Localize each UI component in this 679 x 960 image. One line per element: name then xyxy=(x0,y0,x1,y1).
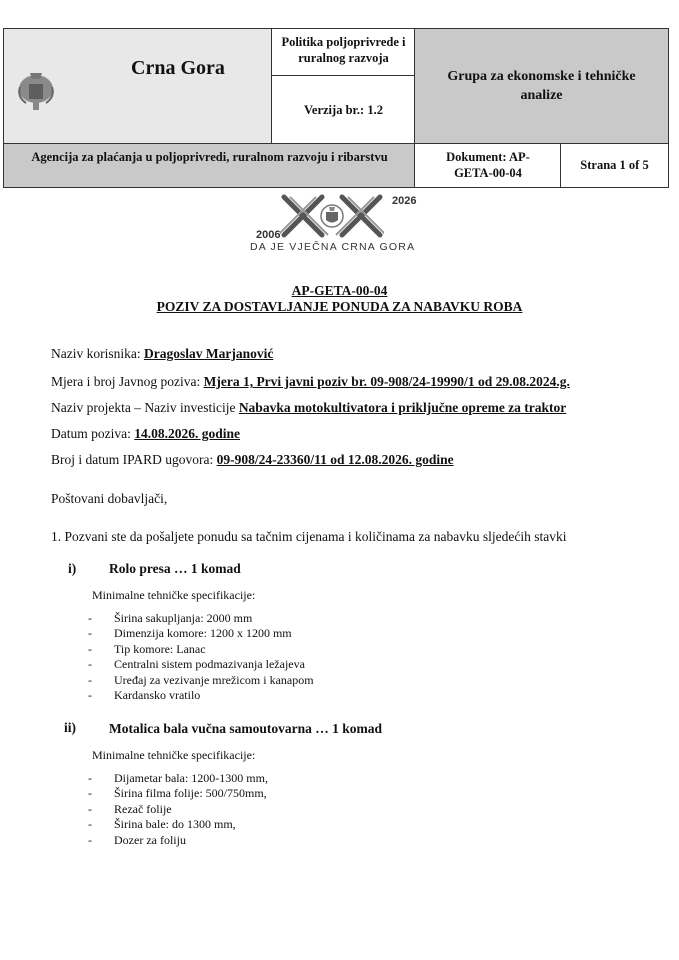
field-label: Naziv projekta – Naziv investicije xyxy=(51,400,239,415)
field-ipard-contract xyxy=(51,452,454,468)
spec-item: - Širina sakupljanja: 2000 mm xyxy=(88,611,314,626)
field-value: 14.08.2026. godine xyxy=(134,426,240,441)
spec-item: - Centralni sistem podmazivanja ležajeva xyxy=(88,657,314,672)
spec-item: - Dijametar bala: 1200-1300 mm, xyxy=(88,771,268,786)
header-country-cell xyxy=(3,28,273,145)
field-value: Nabavka motokultivatora i priključne opreme za traktor xyxy=(238,400,567,415)
logo-year-end: 2026 xyxy=(392,195,417,207)
specs-title: Minimalne tehničke specifikacije: xyxy=(92,588,256,602)
field-value: Mjera 1, Prvi javni poziv br. 09-908/24-19990/1 od 29.08.2024.g. xyxy=(203,374,570,389)
field-label: Mjera i broj Javnog poziva: xyxy=(51,374,204,389)
field-value: Dragoslav Marjanović xyxy=(143,346,274,361)
spec-item: - Kardansko vratilo xyxy=(88,688,314,703)
spec-item: - Širina bale: do 1300 mm, xyxy=(88,817,268,832)
header-document-cell xyxy=(414,143,562,188)
version-text: Verzija br.: 1.2 xyxy=(304,103,383,117)
agency-text: Agencija za plaćanja u poljoprivredi, ruralnom razvoju i ribarstvu xyxy=(31,150,388,164)
item-name: Rolo presa … 1 komad xyxy=(109,561,241,576)
document-header-table xyxy=(3,28,669,188)
item-name: Motalica bala vučna samoutovarna … 1 komad xyxy=(109,721,383,736)
field-call-date xyxy=(51,426,240,442)
field-label: Broj i datum IPARD ugovora: xyxy=(51,452,217,467)
intro-paragraph: 1. Pozvani ste da pošaljete ponudu sa tačnim cijenama i količinama za nabavku sljedećih stavki xyxy=(51,529,567,544)
country-name: Crna Gora xyxy=(131,57,225,79)
header-policy-cell xyxy=(271,28,416,77)
group-text: Grupa za ekonomske i tehničke analize xyxy=(447,69,636,103)
specs-list xyxy=(88,611,314,703)
field-label: Datum poziva: xyxy=(51,426,135,441)
policy-text: Politika poljoprivrede i ruralnog razvoja xyxy=(281,35,406,65)
item-number: ii) xyxy=(64,720,76,735)
document-code-title: AP-GETA-00-04 xyxy=(291,283,388,298)
specs-title: Minimalne tehničke specifikacije: xyxy=(92,748,256,762)
greeting: Poštovani dobavljači, xyxy=(51,491,168,506)
field-value: 09-908/24-23360/11 od 12.08.2026. godine xyxy=(216,452,454,467)
spec-item: - Uređaj za vezivanje mrežicom i kanapom xyxy=(88,673,314,688)
field-public-call xyxy=(51,374,570,390)
header-agency-cell xyxy=(3,143,416,188)
xx-emblem-icon xyxy=(280,193,384,239)
spec-item: - Tip komore: Lanac xyxy=(88,642,314,657)
document-title: POZIV ZA DOSTAVLJANJE PONUDA ZA NABAVKU ROBA xyxy=(156,299,523,314)
coat-of-arms-icon xyxy=(16,67,56,113)
field-beneficiary xyxy=(51,346,273,362)
anniversary-logo xyxy=(246,193,426,255)
header-version-cell xyxy=(271,75,416,145)
header-group-cell xyxy=(414,28,669,145)
spec-item: - Dozer za foliju xyxy=(88,833,268,848)
field-label: Naziv korisnika: xyxy=(51,346,144,361)
header-page-cell xyxy=(560,143,669,188)
spec-item: - Rezač folije xyxy=(88,802,268,817)
logo-year-start: 2006 xyxy=(256,229,281,241)
field-project-name xyxy=(51,400,566,416)
spec-item: - Dimenzija komore: 1200 x 1200 mm xyxy=(88,626,314,641)
spec-item: - Širina filma folije: 500/750mm, xyxy=(88,786,268,801)
page-number: Strana 1 of 5 xyxy=(580,158,649,172)
item-number: i) xyxy=(68,561,77,576)
document-code: Dokument: AP-GETA-00-04 xyxy=(446,150,530,180)
logo-tagline: DA JE VJEČNA CRNA GORA xyxy=(250,241,416,253)
specs-list xyxy=(88,771,268,848)
